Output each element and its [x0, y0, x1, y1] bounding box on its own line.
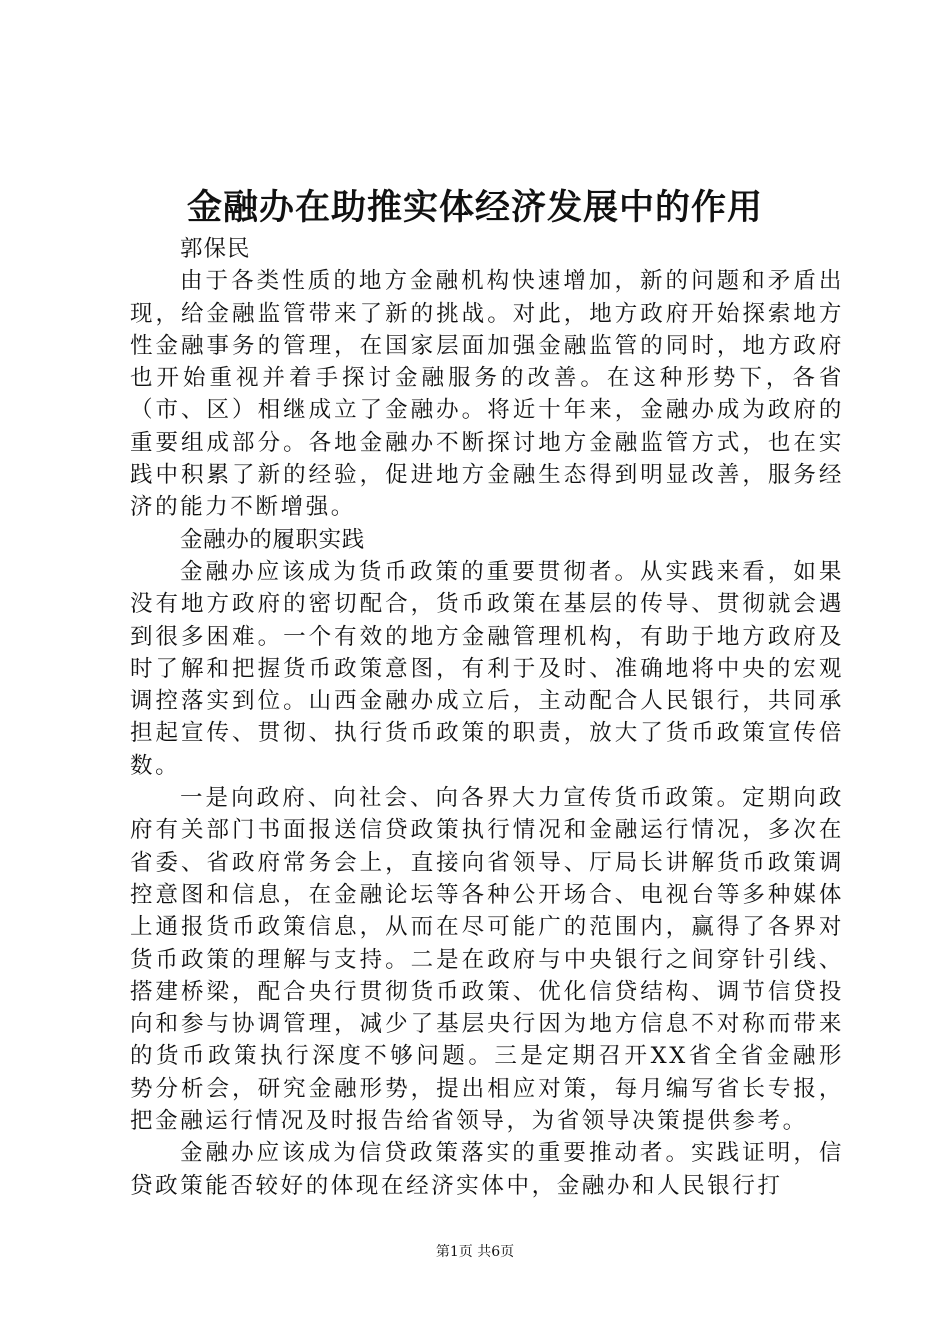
document-body [130, 233, 844, 1202]
paragraph-credit-policy: 金融办应该成为信贷政策落实的重要推动者。实践证明，信贷政策能否较好的体现在经济实体中，金融办和人民银行打 [130, 1140, 844, 1199]
paragraph-measures: 一是向政府、向社会、向各界大力宣传货币政策。定期向政府有关部门书面报送信贷政策执行情况和金融运行情况，多次在省委、省政府常务会上，直接向省领导、厅局长讲解货币政策调控意图和信息，在金融论坛等各种公开场合、电视台等多种媒体上通报货币政策信息，从而在尽可能广的范围内，赢得了各界对货币政策的理解与支持。二是在政府与中央银行之间穿针引线、搭建桥梁，配合央行贯彻货币政策、优化信贷结构、调节信贷投向和参与协调管理，减少了基层央行因为地方信息不对称而带来的货币政策执行深度不够问题。三是定期召开XX省全省金融形势分析会，研究金融形势，提出相应对策，每月编写省长专报，把金融运行情况及时报告给省领导，为省领导决策提供参考。 [130, 785, 844, 1135]
paragraph-intro: 由于各类性质的地方金融机构快速增加，新的问题和矛盾出现，给金融监管带来了新的挑战。对此，地方政府开始探索地方性金融事务的管理，在国家层面加强金融监管的同时，地方政府也开始重视并着手探讨金融服务的改善。在这种形势下，各省（市、区）相继成立了金融办。将近十年来，金融办成为政府的重要组成部分。各地金融办不断探讨地方金融监管方式，也在实践中积累了新的经验，促进地方金融生态得到明显改善，服务经济的能力不断增强。 [130, 268, 844, 521]
page-footer: 第1页 共6页 [435, 1244, 515, 1260]
document-title: 金融办在助推实体经济发展中的作用 [186, 187, 763, 228]
author-name: 郭保民 [180, 236, 251, 262]
section-heading: 金融办的履职实践 [180, 526, 365, 553]
paragraph-monetary-policy: 金融办应该成为货币政策的重要贯彻者。从实践来看，如果没有地方政府的密切配合，货币政策在基层的传导、贯彻就会遇到很多困难。一个有效的地方金融管理机构，有助于地方政府及时了解和把握货币政策意图，有利于及时、准确地将中央的宏观调控落实到位。山西金融办成立后，主动配合人民银行，共同承担起宣传、贯彻、执行货币政策的职责，放大了货币政策宣传倍数。 [130, 558, 844, 779]
